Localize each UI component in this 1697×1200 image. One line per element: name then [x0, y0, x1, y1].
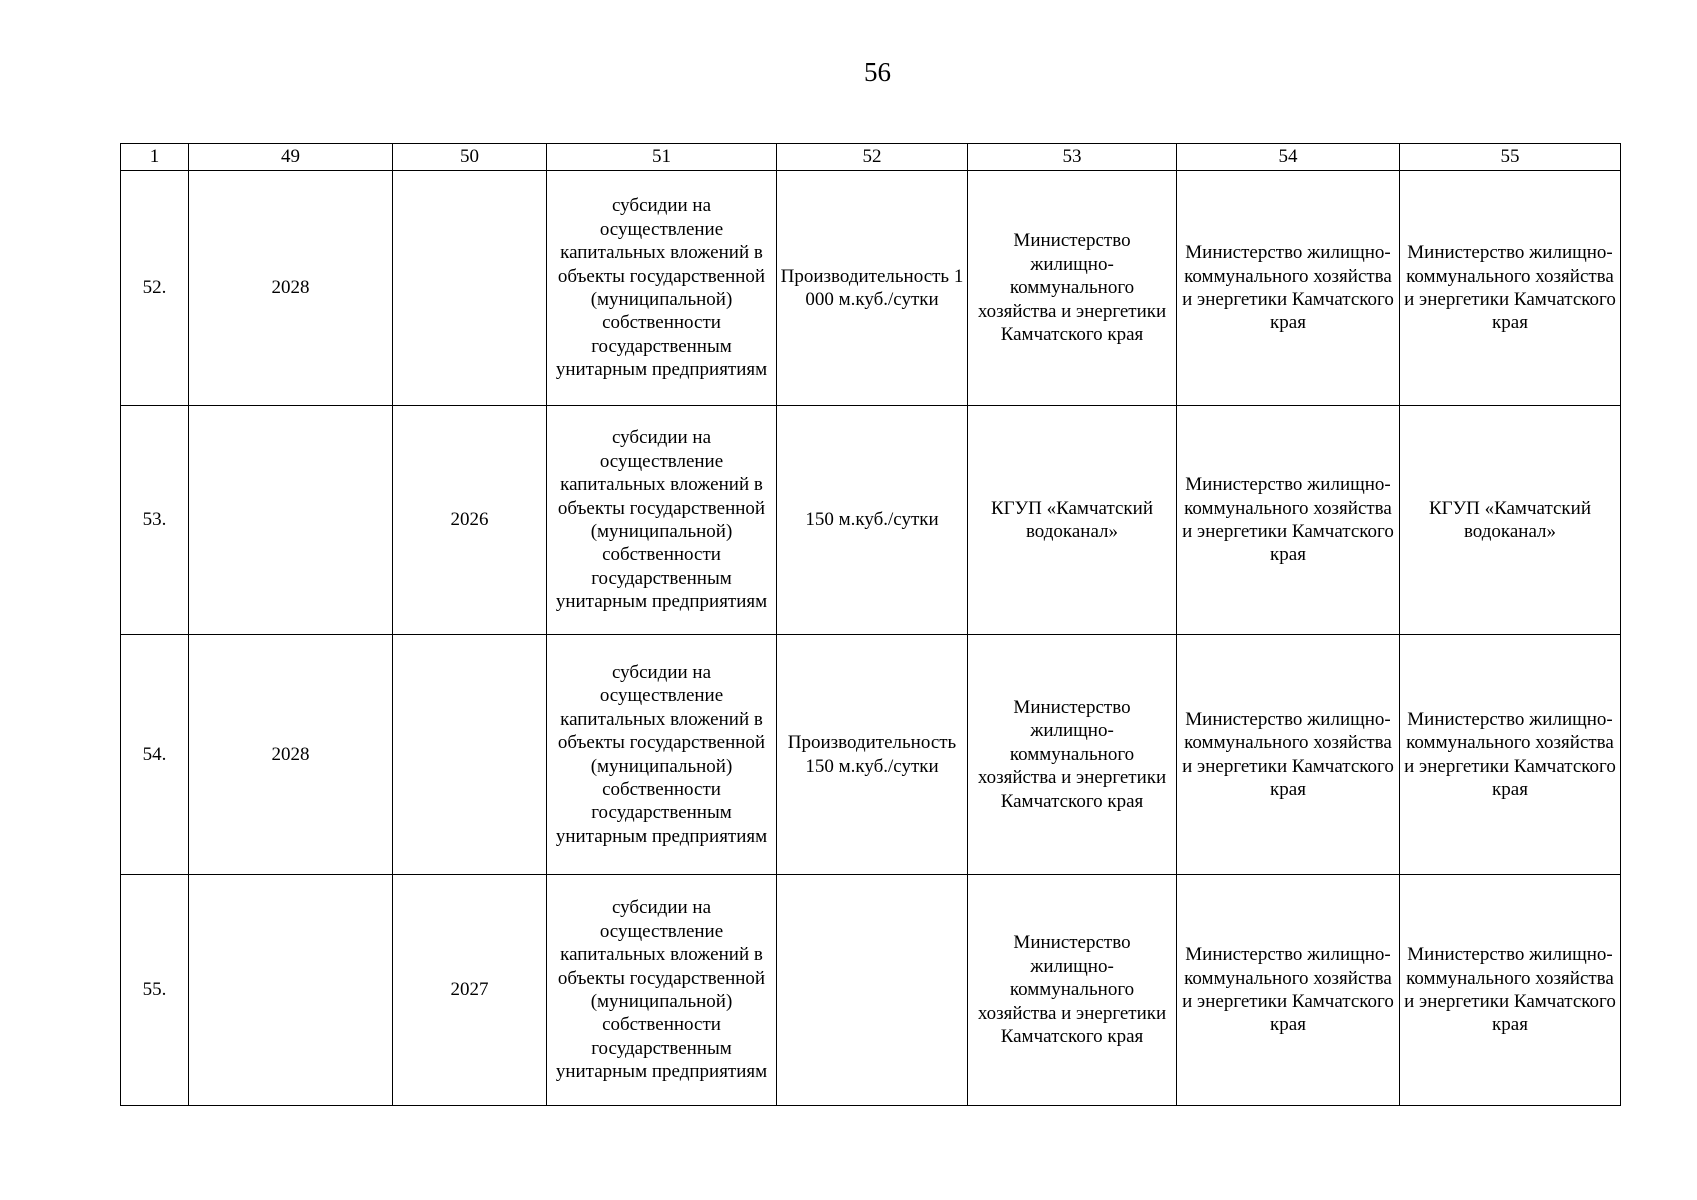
cell-col-54: Министерство жилищно-коммунального хозяйства и энергетики Камчатского края	[1177, 406, 1400, 635]
cell-col-51: субсидии на осуществление капитальных вложений в объекты государственной (муниципальной) собственности государственным унитарным предприятиям	[547, 875, 777, 1106]
row-number-cell: 53.	[121, 406, 189, 635]
cell-col-55: Министерство жилищно-коммунального хозяйства и энергетики Камчатского края	[1400, 171, 1621, 406]
cell-col-54: Министерство жилищно-коммунального хозяйства и энергетики Камчатского края	[1177, 635, 1400, 875]
cell-col-51: субсидии на осуществление капитальных вложений в объекты государственной (муниципальной) собственности государственным унитарным предприятиям	[547, 406, 777, 635]
cell-col-53: Министерство жилищно-коммунального хозяйства и энергетики Камчатского края	[968, 875, 1177, 1106]
row-number-cell: 54.	[121, 635, 189, 875]
page-number: 56	[864, 57, 891, 87]
cell-col-49: 2028	[189, 171, 393, 406]
column-header-51: 51	[547, 144, 777, 171]
cell-col-50	[393, 171, 547, 406]
cell-col-50	[393, 635, 547, 875]
cell-col-51: субсидии на осуществление капитальных вложений в объекты государственной (муниципальной) собственности государственным унитарным предприятиям	[547, 171, 777, 406]
cell-col-53: Министерство жилищно-коммунального хозяйства и энергетики Камчатского края	[968, 171, 1177, 406]
table-row	[121, 875, 1621, 1106]
cell-col-52: 150 м.куб./сутки	[777, 406, 968, 635]
cell-col-49: 2028	[189, 635, 393, 875]
cell-col-55: Министерство жилищно-коммунального хозяйства и энергетики Камчатского края	[1400, 875, 1621, 1106]
header-row	[121, 144, 1621, 171]
cell-col-50: 2026	[393, 406, 547, 635]
cell-col-49	[189, 875, 393, 1106]
cell-col-52	[777, 875, 968, 1106]
data-table	[120, 143, 1621, 1106]
table-row	[121, 406, 1621, 635]
row-number-cell: 55.	[121, 875, 189, 1106]
column-header-53: 53	[968, 144, 1177, 171]
column-header-1: 1	[121, 144, 189, 171]
cell-col-53: Министерство жилищно-коммунального хозяйства и энергетики Камчатского края	[968, 635, 1177, 875]
column-header-52: 52	[777, 144, 968, 171]
row-number-cell: 52.	[121, 171, 189, 406]
table-row	[121, 171, 1621, 406]
cell-col-50: 2027	[393, 875, 547, 1106]
column-header-54: 54	[1177, 144, 1400, 171]
cell-col-54: Министерство жилищно-коммунального хозяйства и энергетики Камчатского края	[1177, 171, 1400, 406]
column-header-55: 55	[1400, 144, 1621, 171]
cell-col-52: Производительность 150 м.куб./сутки	[777, 635, 968, 875]
cell-col-51: субсидии на осуществление капитальных вложений в объекты государственной (муниципальной) собственности государственным унитарным предприятиям	[547, 635, 777, 875]
cell-col-49	[189, 406, 393, 635]
cell-col-53: КГУП «Камчатский водоканал»	[968, 406, 1177, 635]
cell-col-55: Министерство жилищно-коммунального хозяйства и энергетики Камчатского края	[1400, 635, 1621, 875]
cell-col-55: КГУП «Камчатский водоканал»	[1400, 406, 1621, 635]
column-header-50: 50	[393, 144, 547, 171]
column-header-49: 49	[189, 144, 393, 171]
cell-col-54: Министерство жилищно-коммунального хозяйства и энергетики Камчатского края	[1177, 875, 1400, 1106]
cell-col-52: Производительность 1 000 м.куб./сутки	[777, 171, 968, 406]
table-row	[121, 635, 1621, 875]
